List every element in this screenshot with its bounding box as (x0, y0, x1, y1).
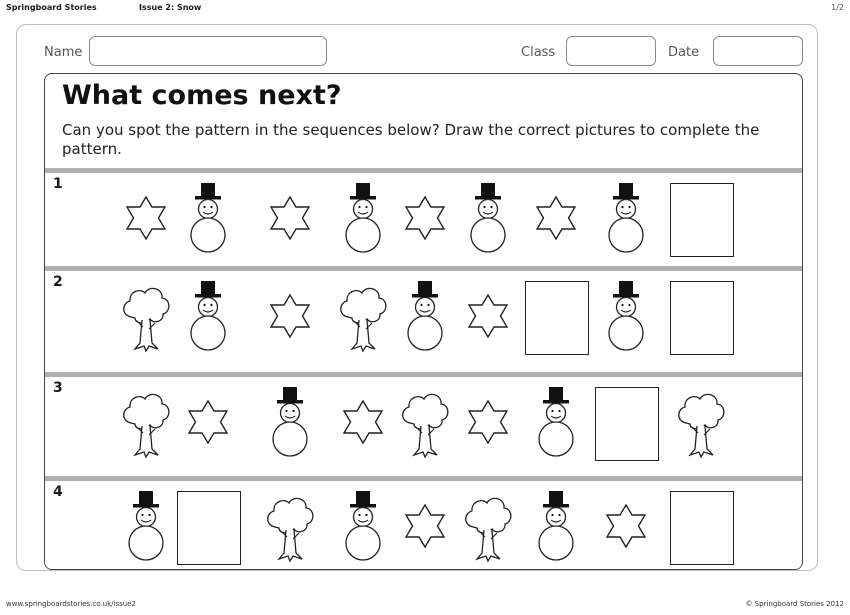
snowman-icon (257, 385, 323, 459)
star-icon (455, 385, 521, 459)
name-field[interactable] (89, 36, 327, 66)
pattern-row (45, 476, 802, 570)
snowman-icon (330, 489, 396, 563)
tree-icon (668, 385, 734, 459)
snowman-icon (175, 279, 241, 353)
snowman-icon (455, 181, 521, 255)
row-number: 4 (53, 484, 63, 500)
star-icon (523, 181, 589, 255)
snowman-icon (330, 181, 396, 255)
footer (6, 600, 844, 612)
date-field[interactable] (713, 36, 803, 66)
answer-box[interactable] (525, 281, 589, 355)
snowman-icon (593, 279, 659, 353)
date-label: Date (668, 45, 700, 60)
footer-url: www.springboardstories.co.uk/issue2 (6, 600, 136, 608)
issue-title: Issue 2: Snow (139, 3, 202, 12)
tree-icon (455, 489, 521, 563)
worksheet-sheet (16, 24, 818, 571)
pattern-row (45, 168, 802, 264)
answer-box[interactable] (177, 491, 241, 565)
answer-box[interactable] (670, 491, 734, 565)
star-icon (257, 279, 323, 353)
page-number: 1/2 (831, 3, 844, 12)
star-icon (392, 489, 458, 563)
class-label: Class (521, 45, 556, 60)
footer-copyright: © Springboard Stories 2012 (745, 600, 844, 608)
tree-icon (392, 385, 458, 459)
name-label: Name (44, 45, 83, 60)
pattern-panel (44, 73, 803, 570)
instructions: Can you spot the pattern in the sequences below? Draw the correct pictures to complete the pattern. (62, 121, 760, 158)
snowman-icon (392, 279, 458, 353)
answer-box[interactable] (595, 387, 659, 461)
tree-icon (113, 279, 179, 353)
snowman-icon (113, 489, 179, 563)
star-icon (257, 181, 323, 255)
star-icon (593, 489, 659, 563)
snowman-icon (593, 181, 659, 255)
top-bar (6, 3, 844, 17)
pattern-row (45, 266, 802, 362)
row-number: 1 (53, 176, 63, 192)
tree-icon (257, 489, 323, 563)
star-icon (113, 181, 179, 255)
row-number: 3 (53, 380, 63, 396)
snowman-icon (175, 181, 241, 255)
snowman-icon (523, 385, 589, 459)
answer-box[interactable] (670, 183, 734, 257)
snowman-icon (523, 489, 589, 563)
star-icon (392, 181, 458, 255)
page-title: What comes next? (62, 80, 342, 111)
brand-name: Springboard Stories (6, 3, 97, 12)
tree-icon (330, 279, 396, 353)
pattern-row (45, 372, 802, 468)
class-field[interactable] (566, 36, 656, 66)
star-icon (175, 385, 241, 459)
star-icon (330, 385, 396, 459)
answer-box[interactable] (670, 281, 734, 355)
row-number: 2 (53, 274, 63, 290)
tree-icon (113, 385, 179, 459)
star-icon (455, 279, 521, 353)
